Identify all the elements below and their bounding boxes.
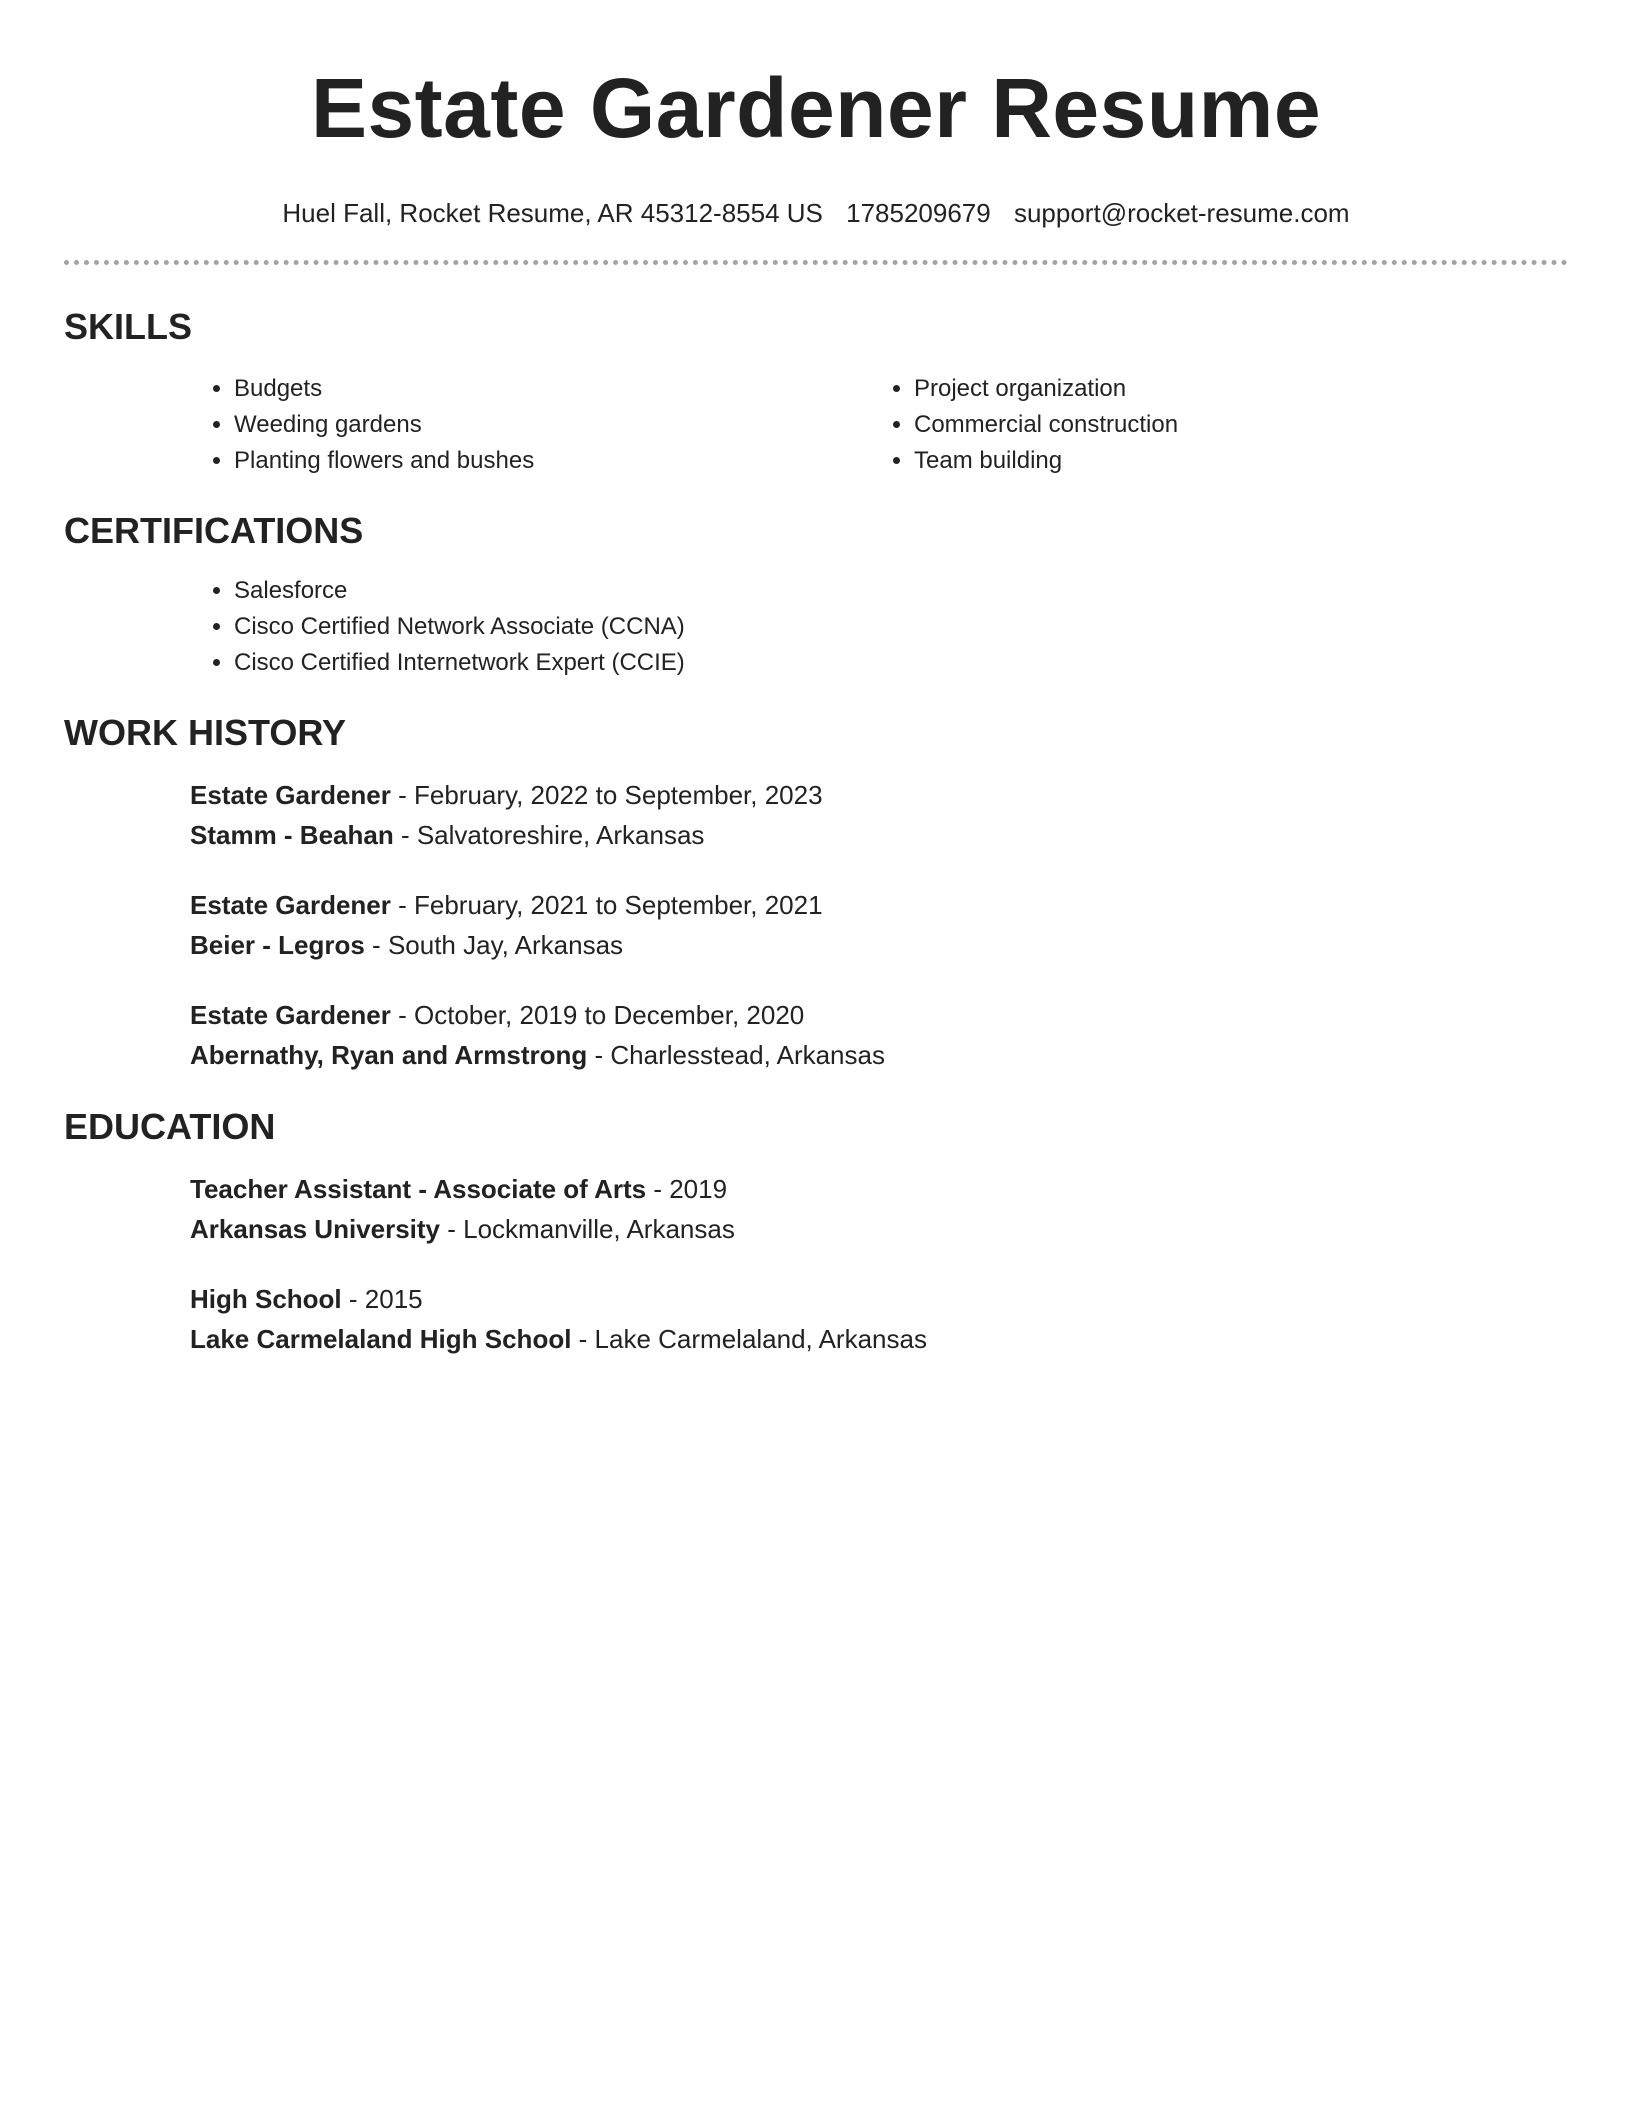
work-entry: [190, 995, 1568, 1075]
separator: -: [390, 1000, 414, 1030]
school-name: Lake Carmelaland High School: [190, 1324, 572, 1354]
separator: -: [341, 1284, 365, 1314]
contact-address: Huel Fall, Rocket Resume, AR 45312-8554 US: [282, 198, 823, 228]
job-dates: October, 2019 to December, 2020: [413, 1000, 805, 1030]
skill-item: • Team building: [914, 443, 1424, 479]
work-history-list: [64, 775, 1568, 1075]
work-entry: [190, 885, 1568, 965]
separator: -: [390, 780, 414, 810]
education-entry: [190, 1169, 1568, 1249]
skill-item: • Project organization: [914, 371, 1424, 407]
work-entry-company-line: [190, 815, 1568, 855]
job-dates: February, 2022 to September, 2023: [413, 780, 823, 810]
separator: -: [364, 930, 388, 960]
job-title: Estate Gardener: [190, 890, 391, 920]
school-location: Lake Carmelaland, Arkansas: [594, 1324, 927, 1354]
company-name: Stamm - Beahan: [190, 820, 394, 850]
degree-name: Teacher Assistant - Associate of Arts: [190, 1174, 647, 1204]
company-location: South Jay, Arkansas: [387, 930, 624, 960]
company-name: Beier - Legros: [190, 930, 365, 960]
job-title: Estate Gardener: [190, 780, 391, 810]
skill-item: • Planting flowers and bushes: [234, 443, 744, 479]
skills-list-right: [744, 371, 1424, 479]
education-school-line: [190, 1319, 1568, 1359]
work-entry: [190, 775, 1568, 855]
skill-item: • Budgets: [234, 371, 744, 407]
certification-item: • Cisco Certified Internetwork Expert (CCIE): [234, 645, 1568, 681]
separator: -: [390, 890, 414, 920]
education-degree-line: [190, 1279, 1568, 1319]
separator: -: [587, 1040, 611, 1070]
skills-list-left: [64, 371, 744, 479]
separator: -: [646, 1174, 670, 1204]
company-location: Salvatoreshire, Arkansas: [416, 820, 705, 850]
certifications-list: [64, 573, 1568, 681]
certifications-heading: CERTIFICATIONS: [64, 510, 364, 551]
education-degree-line: [190, 1169, 1568, 1209]
education-heading: EDUCATION: [64, 1106, 276, 1147]
job-title: Estate Gardener: [190, 1000, 391, 1030]
skill-item: • Weeding gardens: [234, 407, 744, 443]
education-entry: [190, 1279, 1568, 1359]
graduation-year: 2015: [364, 1284, 423, 1314]
company-location: Charlesstead, Arkansas: [610, 1040, 885, 1070]
work-entry-title-line: [190, 885, 1568, 925]
certification-item: • Salesforce: [234, 573, 1568, 609]
education-list: [64, 1169, 1568, 1359]
certification-item: • Cisco Certified Network Associate (CCNA): [234, 609, 1568, 645]
work-entry-company-line: [190, 925, 1568, 965]
separator: -: [440, 1214, 464, 1244]
separator: -: [393, 820, 417, 850]
separator: -: [571, 1324, 595, 1354]
degree-name: High School: [190, 1284, 342, 1314]
skills-grid: [64, 371, 1568, 479]
contact-line: [64, 196, 1568, 230]
work-history-heading: WORK HISTORY: [64, 712, 347, 753]
skills-heading: SKILLS: [64, 306, 193, 347]
contact-email: support@rocket-resume.com: [1013, 198, 1350, 228]
work-entry-title-line: [190, 995, 1568, 1035]
company-name: Abernathy, Ryan and Armstrong: [190, 1040, 588, 1070]
header-divider: [64, 260, 1568, 265]
work-entry-company-line: [190, 1035, 1568, 1075]
graduation-year: 2019: [669, 1174, 728, 1204]
school-location: Lockmanville, Arkansas: [463, 1214, 735, 1244]
school-name: Arkansas University: [190, 1214, 441, 1244]
contact-phone: 1785209679: [846, 198, 991, 228]
skill-item: • Commercial construction: [914, 407, 1424, 443]
job-dates: February, 2021 to September, 2021: [413, 890, 823, 920]
resume-title: Estate Gardener Resume: [310, 61, 1322, 155]
education-school-line: [190, 1209, 1568, 1249]
work-entry-title-line: [190, 775, 1568, 815]
